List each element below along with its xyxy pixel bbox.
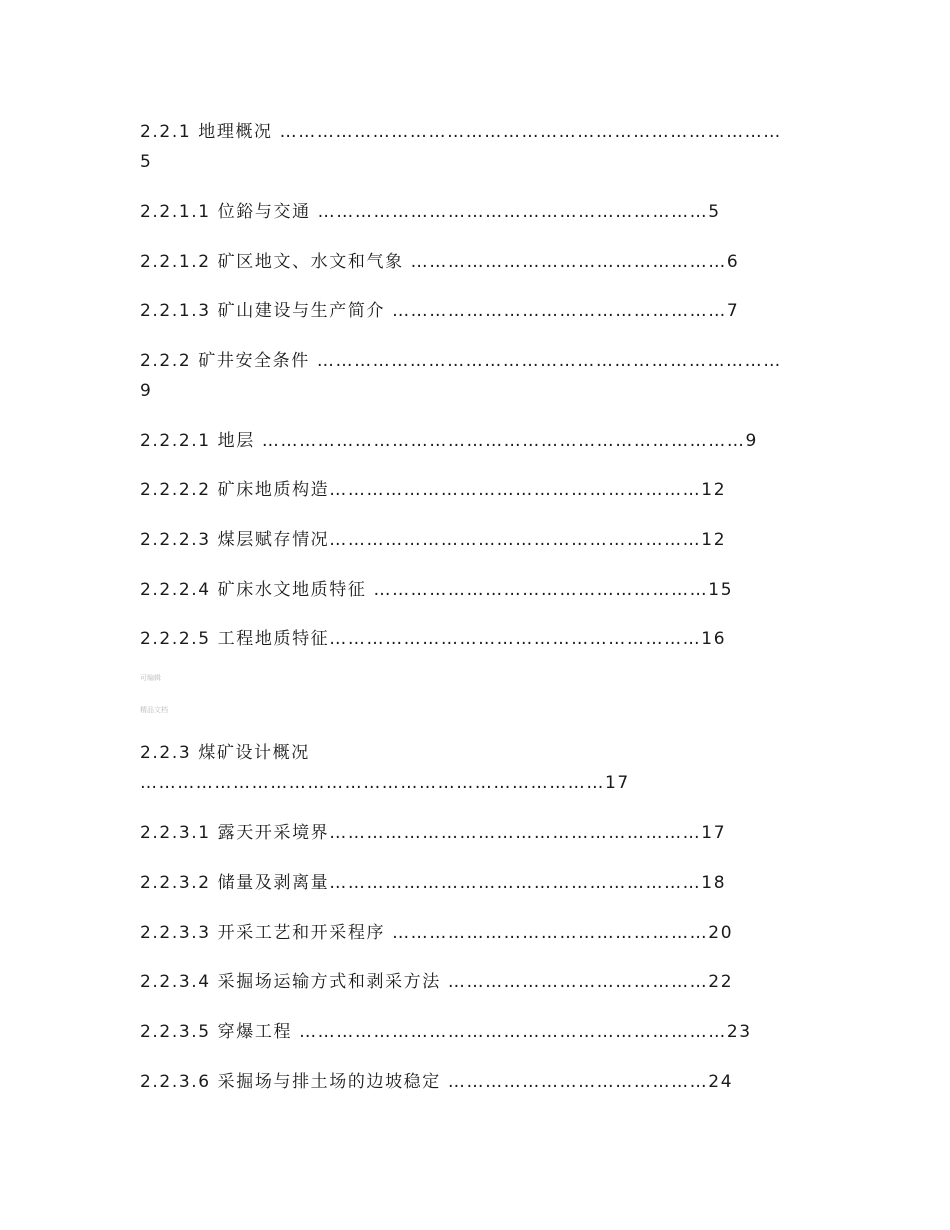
toc-entry-2-2-2-3: 2.2.2.3 煤层赋存情况……………………………………………………12	[140, 530, 727, 550]
toc-entry-2-2-3-1: 2.2.3.1 露天开采境界……………………………………………………17	[140, 823, 727, 843]
toc-entry-2-2-3-4: 2.2.3.4 采掘场运输方式和剥采方法 ……………………………………22	[140, 972, 734, 992]
toc-entry-2-2-2-page: 9	[140, 381, 153, 401]
toc-entry-2-2-2-1: 2.2.2.1 地层 ……………………………………………………………………9	[140, 431, 758, 451]
toc-entry-2-2-3-leader: …………………………………………………………………17	[140, 773, 630, 793]
toc-entry-2-2-3-2: 2.2.3.2 储量及剥离量……………………………………………………18	[140, 873, 727, 893]
toc-entry-2-2-2-2: 2.2.2.2 矿床地质构造……………………………………………………12	[140, 480, 727, 500]
watermark-quality-doc: 精品文档	[140, 706, 168, 714]
toc-entry-2-2-3-5: 2.2.3.5 穿爆工程 ……………………………………………………………23	[140, 1022, 752, 1042]
toc-entry-2-2-3-3: 2.2.3.3 开采工艺和开采程序 ……………………………………………20	[140, 923, 734, 943]
toc-entry-2-2-2-5: 2.2.2.5 工程地质特征……………………………………………………16	[140, 629, 727, 649]
toc-entry-2-2-2-4: 2.2.2.4 矿床水文地质特征 ………………………………………………15	[140, 580, 734, 600]
watermark-editable: 可编辑	[140, 674, 161, 682]
toc-entry-2-2-1-2: 2.2.1.2 矿区地文、水文和气象 ……………………………………………6	[140, 252, 740, 272]
toc-entry-2-2-3: 2.2.3 煤矿设计概况	[140, 743, 310, 763]
toc-entry-2-2-1-page: 5	[140, 152, 153, 172]
toc-entry-2-2-3-6: 2.2.3.6 采掘场与排土场的边坡稳定 ……………………………………24	[140, 1072, 734, 1092]
toc-entry-2-2-1-1: 2.2.1.1 位鋊与交通 ………………………………………………………5	[140, 202, 721, 222]
toc-entry-2-2-1: 2.2.1 地理概况 ………………………………………………………………………	[140, 122, 782, 142]
toc-entry-2-2-2: 2.2.2 矿井安全条件 …………………………………………………………………	[140, 351, 782, 371]
toc-entry-2-2-1-3: 2.2.1.3 矿山建设与生产简介 ………………………………………………7	[140, 301, 740, 321]
